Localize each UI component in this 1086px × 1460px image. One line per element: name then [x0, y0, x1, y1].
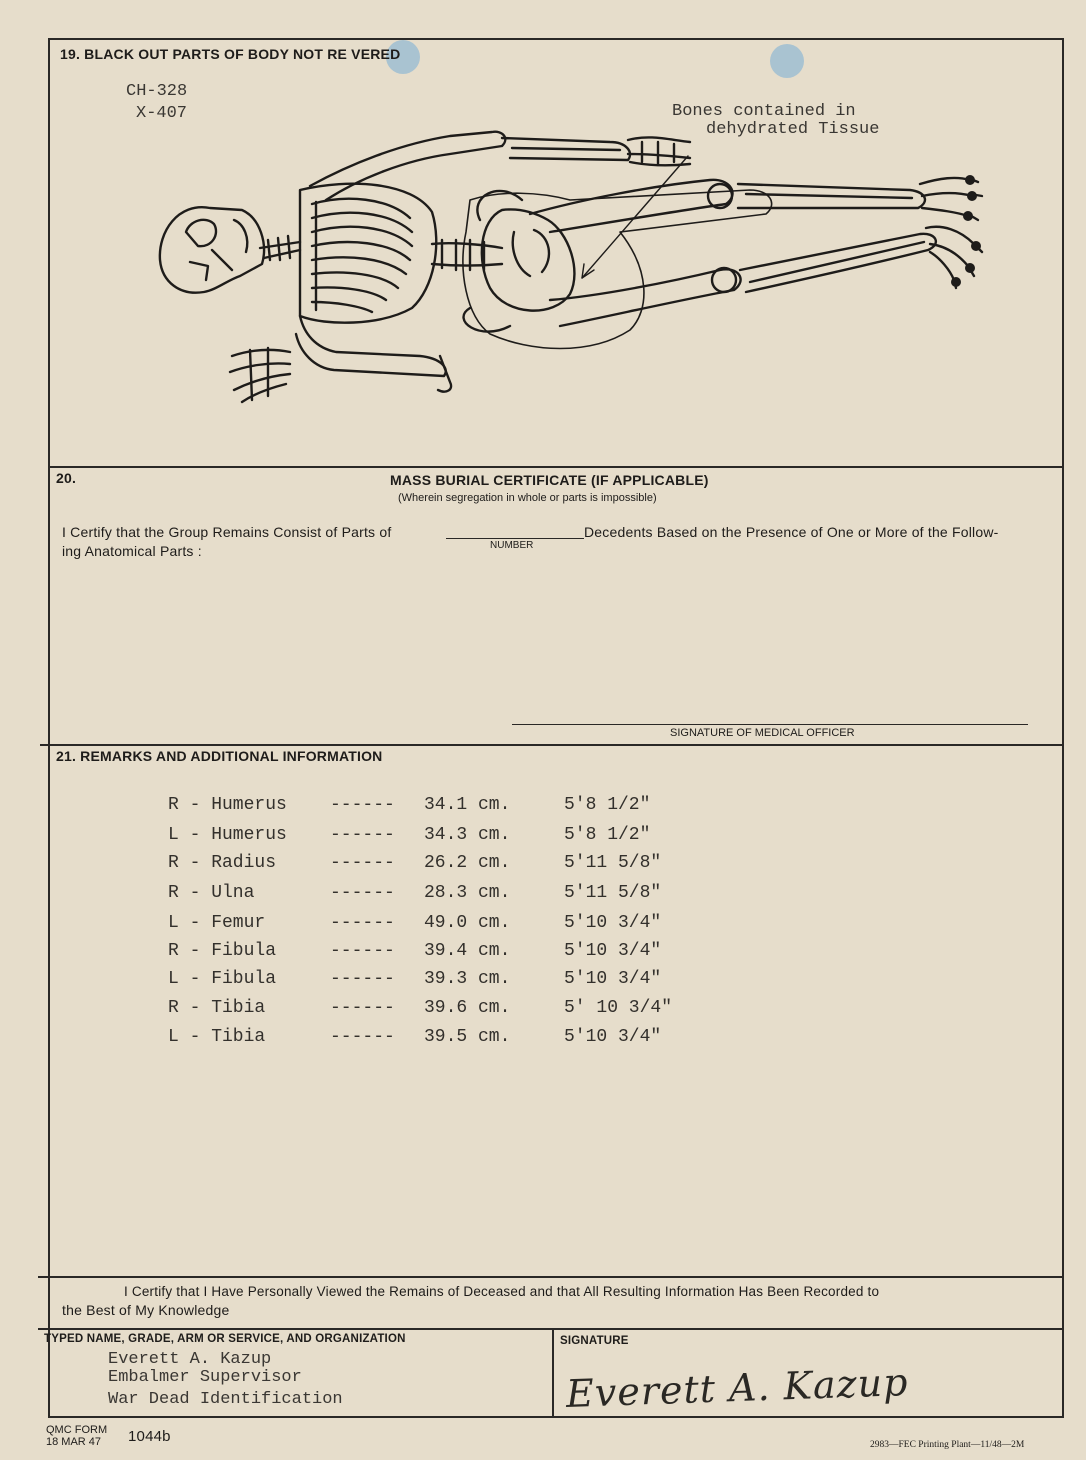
bone-name: R - Fibula: [168, 941, 277, 961]
estimated-height: 5'10 3/4": [564, 941, 662, 961]
estimated-height: 5'10 3/4": [564, 913, 662, 933]
medical-officer-signature-label: SIGNATURE OF MEDICAL OFFICER: [670, 727, 855, 739]
bone-dash: ------: [330, 998, 395, 1018]
bone-dash: ------: [330, 883, 395, 903]
form-label-line-1: QMC FORM: [46, 1424, 108, 1436]
bone-name: R - Tibia: [168, 998, 266, 1018]
bone-length: 39.4 cm.: [424, 941, 511, 961]
certify-line-1-start: I Certify that the Group Remains Consist of Parts of: [62, 524, 392, 540]
number-label: NUMBER: [490, 540, 534, 551]
typed-name-line-1: Everett A. Kazup: [108, 1350, 272, 1369]
handwritten-signature: Everett A. Kazup: [565, 1360, 910, 1416]
bone-length: 39.5 cm.: [424, 1027, 511, 1047]
certification-line-1: I Certify that I Have Personally Viewed the Remains of Deceased and that All Resulting Information Has Been Recorded to: [124, 1284, 880, 1299]
mass-burial-subtitle: (Wherein segregation in whole or parts is impossible): [398, 492, 657, 504]
typed-name-line-2: Embalmer Supervisor: [108, 1368, 302, 1387]
skeleton-diagram: [150, 120, 1000, 410]
divider-name-signature: [38, 1328, 1062, 1330]
bone-dash: ------: [330, 853, 395, 873]
bone-dash: ------: [330, 913, 395, 933]
bone-length: 39.6 cm.: [424, 998, 511, 1018]
bone-dash: ------: [330, 969, 395, 989]
divider-certification: [38, 1276, 1062, 1278]
estimated-height: 5'10 3/4": [564, 1027, 662, 1047]
bone-length: 26.2 cm.: [424, 853, 511, 873]
typed-name-label: TYPED NAME, GRADE, ARM OR SERVICE, AND ORGANIZATION: [44, 1333, 406, 1345]
bone-name: R - Radius: [168, 853, 277, 873]
number-blank-line[interactable]: [446, 538, 584, 539]
bone-length: 34.1 cm.: [424, 795, 511, 815]
bone-length: 39.3 cm.: [424, 969, 511, 989]
section-19-title: 19. BLACK OUT PARTS OF BODY NOT RE VERED: [60, 46, 401, 62]
bone-length: 28.3 cm.: [424, 883, 511, 903]
annotation-line-1: Bones contained in: [672, 102, 856, 121]
bone-length: 49.0 cm.: [424, 913, 511, 933]
bone-name: L - Fibula: [168, 969, 277, 989]
bone-name: R - Ulna: [168, 883, 255, 903]
section-20-number: 20.: [56, 470, 77, 486]
case-number-ch: CH-328: [126, 82, 188, 101]
typed-name-line-3: War Dead Identification: [108, 1390, 343, 1409]
divider-19-20: [48, 466, 1064, 468]
punch-hole-right: [770, 44, 804, 78]
certify-line-2: ing Anatomical Parts :: [62, 543, 202, 559]
bone-dash: ------: [330, 941, 395, 961]
case-number-x: X-407: [136, 104, 188, 123]
divider-20-21: [40, 744, 1064, 746]
estimated-height: 5'8 1/2": [564, 825, 651, 845]
bone-dash: ------: [330, 1027, 395, 1047]
form-number: 1044b: [128, 1428, 171, 1445]
certification-line-2: the Best of My Knowledge: [62, 1302, 230, 1318]
bone-name: L - Tibia: [168, 1027, 266, 1047]
bone-name: L - Femur: [168, 913, 266, 933]
estimated-height: 5' 10 3/4": [564, 998, 673, 1018]
annotation-line-2: dehydrated Tissue: [706, 120, 880, 139]
form-label-line-2: 18 MAR 47: [46, 1436, 102, 1448]
section-21-title: 21. REMARKS AND ADDITIONAL INFORMATION: [56, 748, 383, 764]
bone-dash: ------: [330, 825, 395, 845]
certify-line-1-end: Decedents Based on the Presence of One or More of the Follow-: [584, 524, 999, 540]
divider-name-vertical: [552, 1328, 554, 1418]
estimated-height: 5'11 5/8": [564, 853, 662, 873]
bone-name: R - Humerus: [168, 795, 287, 815]
printer-info: 2983—FEC Printing Plant—11/48—2M: [870, 1440, 1025, 1450]
estimated-height: 5'10 3/4": [564, 969, 662, 989]
estimated-height: 5'8 1/2": [564, 795, 651, 815]
signature-label: SIGNATURE: [560, 1335, 629, 1347]
estimated-height: 5'11 5/8": [564, 883, 662, 903]
medical-officer-signature-line[interactable]: [512, 724, 1028, 725]
bone-dash: ------: [330, 795, 395, 815]
bone-name: L - Humerus: [168, 825, 287, 845]
bone-length: 34.3 cm.: [424, 825, 511, 845]
mass-burial-title: MASS BURIAL CERTIFICATE (IF APPLICABLE): [390, 472, 709, 488]
